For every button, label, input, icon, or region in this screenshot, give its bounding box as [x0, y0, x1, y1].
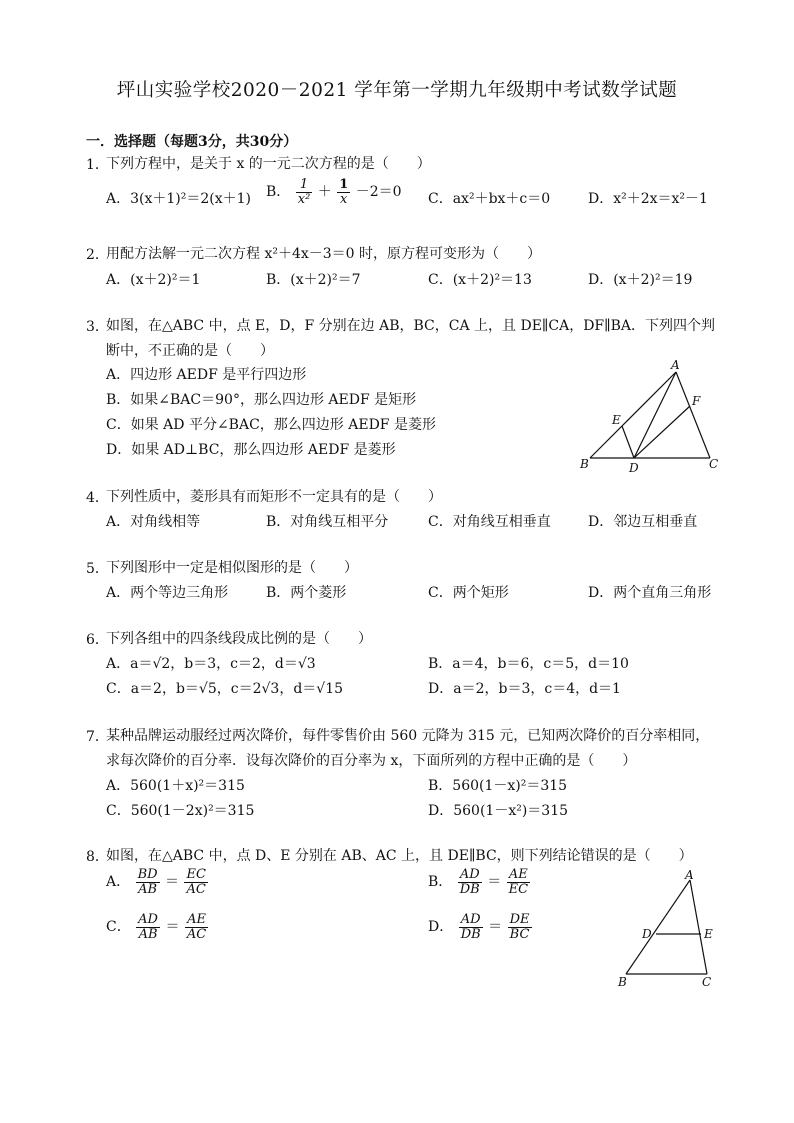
fraction: $\frac{1}{\text{x²}}$	[297, 177, 311, 207]
triangle-figure-q8	[610, 866, 730, 992]
page-title: 坪山实验学校2020－2021 学年第一学期九年级期中考试数学试题	[116, 80, 678, 101]
question-number: 1．	[86, 157, 109, 173]
option-b: B．(x＋2)²＝7	[266, 272, 361, 288]
option-c: C．(x＋2)²＝13	[428, 272, 532, 288]
fraction-right: $\frac{EC}{AC}$	[186, 867, 206, 897]
option-c	[106, 913, 209, 941]
option-c: C．如果 AD 平分∠BAC，那么四边形 AEDF 是菱形	[106, 417, 436, 433]
label-b: B	[580, 457, 589, 471]
question-stem-line2: 断中，不正确的是（ ）	[106, 343, 274, 359]
option-a: A．560(1＋x)²＝315	[106, 778, 245, 794]
question-stem: 用配方法解一元二次方程 x²＋4x－3＝0 时，原方程可变形为（ ）	[106, 246, 542, 262]
question-number: 8．	[86, 849, 109, 865]
section-heading: 一．选择题（每题3分，共30分）	[86, 134, 298, 150]
fraction-right: $\frac{AE}{EC}$	[508, 867, 529, 897]
label-a: A	[671, 358, 680, 372]
question-stem-line1: 如图，在△ABC 中，点 E，D，F 分别在边 AB，BC，CA 上，且 DE∥CA，DF∥BA．下列四个判	[106, 318, 716, 334]
option-label: D．	[428, 919, 454, 936]
segment-df	[634, 406, 690, 458]
fraction-left: $\frac{AD}{AB}$	[138, 912, 158, 942]
fraction-right: $\frac{AE}{AC}$	[186, 912, 207, 942]
option-d: D．邻边互相垂直	[588, 514, 698, 530]
label-c: C	[709, 457, 719, 471]
equals-sign: ＝	[487, 874, 502, 891]
question-stem: 如图，在△ABC 中，点 D、E 分别在 AB、AC 上，且 DE∥BC，则下列结论错误的是（ ）	[106, 848, 693, 864]
question-stem: 下列方程中，是关于 x 的一元二次方程的是（ ）	[106, 156, 431, 172]
option-b: B．两个菱形	[266, 585, 347, 601]
question-number: 4．	[86, 490, 109, 506]
question-stem: 下列各组中的四条线段成比例的是（ ）	[106, 631, 372, 647]
option-label: B．	[266, 184, 291, 201]
option-a: A．四边形 AEDF 是平行四边形	[106, 367, 307, 383]
equals-sign: ＝	[165, 874, 180, 891]
question-number: 3．	[86, 319, 109, 335]
option-a: A．对角线相等	[106, 514, 201, 530]
label-a: A	[685, 868, 694, 882]
option-b: B．560(1－x)²＝315	[428, 778, 568, 794]
fraction-left: $\frac{AD}{DB}$	[460, 912, 481, 942]
fraction-left: $\frac{BD}{AB}$	[137, 867, 158, 897]
side-ab	[626, 880, 690, 974]
label-b: B	[618, 975, 627, 989]
option-a: A．3(x＋1)²＝2(x＋1)	[106, 191, 251, 207]
option-a: A．(x＋2)²＝1	[106, 272, 201, 288]
option-d: D．如果 AD⊥BC，那么四边形 AEDF 是菱形	[106, 442, 396, 458]
option-d: D．两个直角三角形	[588, 585, 712, 601]
option-b	[428, 868, 531, 896]
option-d: D．x²＋2x＝x²－1	[588, 191, 708, 207]
label-f: F	[692, 394, 701, 408]
option-d	[428, 913, 533, 941]
fraction-left: $\frac{AD}{DB}$	[459, 867, 480, 897]
side-ab	[590, 372, 676, 458]
option-b: B．如果∠BAC＝90°，那么四边形 AEDF 是矩形	[106, 392, 417, 408]
question-number: 2．	[86, 247, 109, 263]
option-label: A．	[106, 874, 131, 891]
option-b: B．对角线互相平分	[266, 514, 389, 530]
question-number: 6．	[86, 632, 109, 648]
option-d: D．a＝2，b＝3，c＝4，d＝1	[428, 681, 621, 697]
equation-tail: －2＝0	[355, 184, 402, 201]
option-a	[106, 868, 209, 896]
option-c: C．560(1－2x)²＝315	[106, 803, 255, 819]
fraction: $\frac{1}{x}$	[339, 177, 349, 207]
option-d: D．(x＋2)²＝19	[588, 272, 693, 288]
option-b: B．a＝4，b＝6，c＝5，d＝10	[428, 656, 629, 672]
question-stem: 下列性质中，菱形具有而矩形不一定具有的是（ ）	[106, 489, 442, 505]
option-b	[266, 178, 402, 218]
label-e: E	[612, 413, 621, 427]
option-label: C．	[106, 919, 131, 936]
option-label: B．	[428, 874, 453, 891]
question-number: 7．	[86, 729, 109, 745]
option-a: A．a＝√2，b＝3，c＝2，d＝√3	[106, 656, 316, 672]
label-d: D	[629, 461, 639, 475]
plus-sign: ＋	[317, 184, 332, 201]
question-number: 5．	[86, 561, 109, 577]
fraction-right: $\frac{DE}{BC}$	[509, 912, 530, 942]
segment-de	[622, 426, 634, 458]
option-d: D．560(1－x²)＝315	[428, 803, 569, 819]
option-c: C．对角线互相垂直	[428, 514, 551, 530]
label-c: C	[702, 975, 712, 989]
question-stem-line1: 某种品牌运动服经过两次降价，每件零售价由 560 元降为 315 元，已知两次降价的百分率相同，	[106, 728, 710, 744]
option-c: C．两个矩形	[428, 585, 509, 601]
label-d: D	[642, 927, 652, 941]
option-c: C．ax²＋bx＋c＝0	[428, 191, 551, 207]
question-stem-line2: 求每次降价的百分率．设每次降价的百分率为 x，下面所列的方程中正确的是（ ）	[106, 753, 637, 769]
segment-ad	[634, 372, 676, 458]
equals-sign: ＝	[488, 919, 503, 936]
equals-sign: ＝	[165, 919, 180, 936]
question-stem: 下列图形中一定是相似图形的是（ ）	[106, 560, 358, 576]
option-c: C．a＝2，b＝√5，c＝2√3，d＝√15	[106, 681, 344, 697]
triangle-figure-q3	[570, 356, 730, 476]
label-e: E	[704, 927, 713, 941]
option-a: A．两个等边三角形	[106, 585, 229, 601]
